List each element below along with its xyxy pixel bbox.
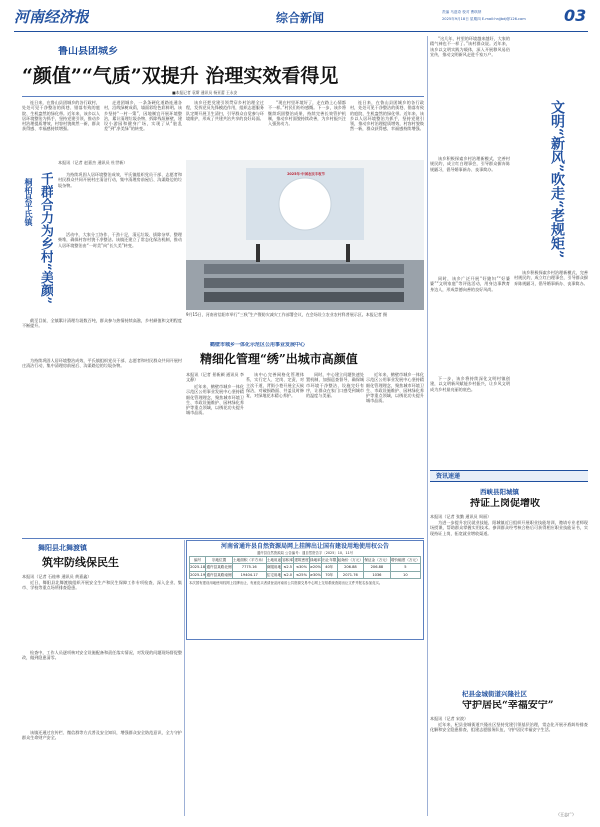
notice-footnote: 本次国有建设用地使用权网上挂牌出让，有意竞买者请登录河南省公共资源交易中心网上交易系统查阅出让文件并报名参加竞买。 xyxy=(189,581,383,586)
table-cell: 206.88 xyxy=(364,564,391,571)
center-headline: 精细化管理“绣”出城市高颜值 xyxy=(200,352,358,366)
photo-caption: 9月15日，河南省信阳市举行“三秋”生产暨防灾减灾工作部署会议，在会场设立农业农村科普展示区。本报记者 摄 xyxy=(186,312,388,317)
table-header-cell: 出让年限 xyxy=(322,558,337,562)
table-cell: ≥20% xyxy=(309,565,321,570)
lead-kicker: 鲁山县团城乡 xyxy=(58,46,118,57)
table-cell: 通许县某路南侧 xyxy=(206,572,232,577)
photo-illustration xyxy=(186,160,424,310)
brief1-byline: 本报讯（记者 张勤 通讯员 周丽） xyxy=(430,514,492,519)
side-headline: 千群合力为乡村“美颜” xyxy=(38,172,53,304)
brief1-headline: 持证上岗促增收 xyxy=(470,498,540,509)
news-bar xyxy=(430,470,588,482)
side-subtitle: 桐柏县平氏镇 xyxy=(24,178,34,226)
lead-paragraph: 走进团城乡，一条条硬化道路连通各村，沿线绿树成荫，墙面彩绘色彩鲜明。该乡坚持“一村一策”，因地制宜开展环境整治，累计清理垃圾杂物、拆除残垣断壁，建设小游园和健身广场，实现了从“脏乱差”到“净美绿”的转变。 xyxy=(104,100,182,132)
left-bottom-paragraph: 检查中，工作人员逐项核对安全设施配备和责任落实情况，对发现的问题现场督促整改，做到隐患清零。 xyxy=(22,650,182,661)
table-cell: 7775.16 xyxy=(232,564,266,571)
brief2-kicker: 杞县金城街道兴隆社区 xyxy=(462,690,527,698)
section-divider xyxy=(22,538,424,539)
brief1-body: 为进一步提升农民就业技能，阳城镇近日组织开展职业技能培训，邀请专业老师现场授课，帮助群众掌握实用技术。参训群众经考核合格后可获得相应职业技能证书，实现持证上岗，拓宽就业增收渠道。 xyxy=(430,520,588,536)
editors-line: 责编 马遂奇 校对 曹琪纳 xyxy=(442,10,482,14)
table-header-cell: 编号 xyxy=(190,557,206,564)
right-paragraph: 下一步，该乡将持续深化文明村镇创建，以文明新风赋能乡村振兴，让乡风文明成为乡村最亮丽的底色。 xyxy=(430,376,510,392)
brief2-headline: 守护居民“幸福安宁” xyxy=(462,700,554,711)
notice-title: 河南省通许县自然资源局网上挂牌出让国有建设用地使用权公告 xyxy=(220,543,389,550)
photo-badge: 2025年·中国农民丰收节 xyxy=(287,172,325,176)
date-line: 2025年9月18日 星期四 E-mail:hnjjbdj@126.com xyxy=(442,17,526,21)
left-bottom-byline: 本报讯（记者 石桂林 通讯员 黄嘉鑫） xyxy=(22,574,92,579)
lead-rule xyxy=(22,96,424,97)
section-title: 综合新闻 xyxy=(276,11,325,25)
column-divider xyxy=(184,540,185,816)
table-header-cell: 土地用途 xyxy=(266,558,282,562)
right-paragraph: 同时，该乡广泛开展“好媳妇”“好婆婆”“文明家庭”等评选活动，用身边事教育身边人，形成崇德向善的良好风尚。 xyxy=(430,276,510,292)
left-bottom-headline: 筑牢防线保民生 xyxy=(42,556,119,569)
table-header-cell: 容积率 xyxy=(282,558,294,562)
table-row xyxy=(190,571,421,578)
side-paragraph: 为持续巩固人居环境整治成效，平氏镇组织党员干部、志愿者和村民群众共同开展村庄清洁行动，集中清理房前屋后、沟渠路边的垃圾杂物。 xyxy=(22,358,182,369)
lead-byline: ■本报记者 袁斯 通讯员 杨亚蕾 王永安 xyxy=(172,90,238,95)
table-cell: 70年 xyxy=(321,571,337,578)
brief1-kicker: 西峡县阳城镇 xyxy=(480,488,519,496)
center-byline: 本报讯（记者 景新颜 通讯员 李文静） xyxy=(186,372,244,383)
table-cell: 206.88 xyxy=(337,564,364,571)
lead-headline: “颜值”“气质”双提升 治理实效看得见 xyxy=(22,65,339,87)
table-cell: ≤25% xyxy=(294,571,310,578)
table-cell: 10 xyxy=(390,571,420,578)
center-paragraph: 近年来，鹤壁市城乡一体化示范区公用事业发展中心坚持精细化管理理念，聚焦城市环境卫生、市政设施维护、园林绿化养护等重点领域，以绣花功夫提升城市品质。 xyxy=(186,384,244,416)
table-header-cell: 增价幅度（万元） xyxy=(390,558,420,562)
notice-subtitle: 通许县自然资源局 公告编号：通自然资告字〔2025〕10、11号 xyxy=(256,551,354,555)
brief2-byline: 本报讯（记者 宋波） xyxy=(430,716,469,721)
masthead xyxy=(14,6,588,32)
left-bottom-paragraph: 该镇还通过宣传栏、微信群等方式普及安全知识，增强群众安全防范意识，全力守护群众生命财产安全。 xyxy=(22,730,182,741)
table-cell: 40年 xyxy=(321,564,337,571)
table-cell: 商服用地 xyxy=(266,565,282,570)
side-paragraph: 截至目前，全镇累计清理垃圾数百吨，群众参与热情持续高涨，乡村颜值和文明程度不断提升。 xyxy=(22,318,182,329)
left-bottom-kicker: 舞阳县北舞渡镇 xyxy=(38,544,87,552)
right-vertical-headline: 文明“新风”吹走“老规矩” xyxy=(549,100,565,259)
lead-paragraph: “现在村里环境好了，走在路上心情都不一样。”村民们纷纷感慨。下一步，该乡将继续巩固整治成果，持续完善长效管护机制，推动乡村面貌持续改善，为乡村振兴注入强劲动力。 xyxy=(268,100,346,127)
brief2-body: 近年来，杞县金城街道兴隆社区坚持党建引领基层治理，常态化开展矛盾纠纷排查化解和安全隐患排查，组建志愿服务队伍，守护居民幸福安宁生活。 xyxy=(430,722,588,733)
center-paragraph: 近年来，鹤壁市城乡一体化示范区公用事业发展中心坚持精细化管理理念，聚焦城市环境卫生、市政设施维护、园林绿化养护等重点领域，以绣花功夫提升城市品质。 xyxy=(366,372,424,404)
paper-name: 河南经济报 xyxy=(14,8,90,26)
table-cell: ≥30% xyxy=(309,572,321,577)
side-paragraph: 为持续巩固人居环境整治成效，平氏镇组织党员干部、志愿者和村民群众共同开展村庄清洁行动，集中清理房前屋后、沟渠路边的垃圾杂物。 xyxy=(58,172,182,188)
right-paragraph: “这几年，村里的环境越来越好，大家的精气神也不一样了。”该村群众说。近年来，该乡以文明实践为载体，深入开展移风易俗宣传，推动文明新风走进千家万户。 xyxy=(430,36,510,57)
center-paragraph: 该中心完善网格化管理体系，实行定人、定岗、定责，对主次干道、背街小巷开展全天候保洁，对破损路面、井盖及时修复，对绿地花木精心养护。 xyxy=(246,372,304,399)
table-cell: 2025-19 xyxy=(190,572,206,577)
table-header-cell: 土地面积（平方米） xyxy=(233,558,266,562)
side-paragraph: 活动中，大家分工协作、干劲十足，清运垃圾、拔除杂草、整理柴堆，确保村容村貌干净整洁。该镇还建立了常态化保洁机制，推动人居环境整治由“一时美”向“长久美”转变。 xyxy=(58,232,182,248)
table-header-cell: 建筑密度 xyxy=(294,558,309,562)
lead-paragraph: 该乡还把党建引领贯穿乡村治理全过程，发挥党员先锋模范作用，组织志愿服务队定期开展卫生清扫，引导群众自觉参与环境维护，形成了共建共治共享的良好局面。 xyxy=(186,100,264,121)
side-byline: 本报讯（记者 赵嘉杰 通讯员 杜世新） xyxy=(58,160,128,165)
table-header-cell: 保证金（万元） xyxy=(364,558,390,562)
page-number: 03 xyxy=(564,6,587,25)
table-cell: ≤2.0 xyxy=(283,572,293,577)
table-cell: ≤2.5 xyxy=(283,565,293,570)
table-row xyxy=(190,564,421,571)
table-cell: 住宅用地 xyxy=(266,572,282,577)
table-header-cell: 起始价（万元） xyxy=(337,558,363,562)
table-cell: 1036 xyxy=(364,571,391,578)
table-cell: 2071.76 xyxy=(337,571,364,578)
right-paragraph: 该乡积极探索乡村治理新模式，完善村规民约，成立红白理事会，引导群众摒弃陈规陋习，倡导婚事新办、丧事简办。 xyxy=(430,156,510,172)
table-cell: ≤30% xyxy=(294,564,310,571)
table-header-cell: 绿地率 xyxy=(310,558,321,562)
table-header-cell: 宗地位置 xyxy=(206,557,233,564)
center-paragraph: 同时，中心建立问题快速处置机制，加强巡查督导，确保城市环境干净整洁、设施完好有序，让群众在家门口感受到城市的温度与美丽。 xyxy=(306,372,364,399)
news-bar-label: 资讯速递 xyxy=(436,473,461,480)
left-bottom-paragraph: 近日，舞阳县北舞渡镇组织开展安全生产和民生保障工作专项检查，深入企业、集市、学校等重点场所排查隐患。 xyxy=(22,580,182,591)
center-kicker: 鹤壁市城乡一体化示范区公用事业发展中心 xyxy=(210,342,306,348)
column-divider xyxy=(427,36,428,816)
lead-paragraph: 连日来，在鲁山县团城乡的各行政村，处处可见干净整洁的街巷、错落有致的庭院、生机盎然的绿化带。近年来，该乡以人居环境整治为抓手，坚持党建引领，推动乡村治理提质增效，村容村貌焕然一新，群众获得感、幸福感持续增强。 xyxy=(350,100,424,132)
table-cell: 通许县某路北侧 xyxy=(206,565,232,570)
table-header-row xyxy=(190,557,421,564)
news-photo xyxy=(186,160,424,310)
lead-paragraph: 连日来，在鲁山县团城乡的各行政村，处处可见干净整洁的街巷、错落有致的庭院、生机盎然的绿化带。近年来，该乡以人居环境整治为抓手，坚持党建引领，推动乡村治理提质增效，村容村貌焕然一新，群众获得感、幸福感持续增强。 xyxy=(22,100,100,132)
notice-table xyxy=(189,556,421,579)
table-cell: 5 xyxy=(390,564,420,571)
land-notice xyxy=(186,540,424,640)
right-paragraph: 该乡积极探索乡村治理新模式，完善村规民约，成立红白理事会，引导群众摒弃陈规陋习，倡导婚事新办、丧事简办。 xyxy=(514,270,588,286)
table-cell: 19404.17 xyxy=(232,571,266,578)
brief2-author: （王志广） xyxy=(556,812,576,817)
table-cell: 2025-18 xyxy=(190,565,206,570)
